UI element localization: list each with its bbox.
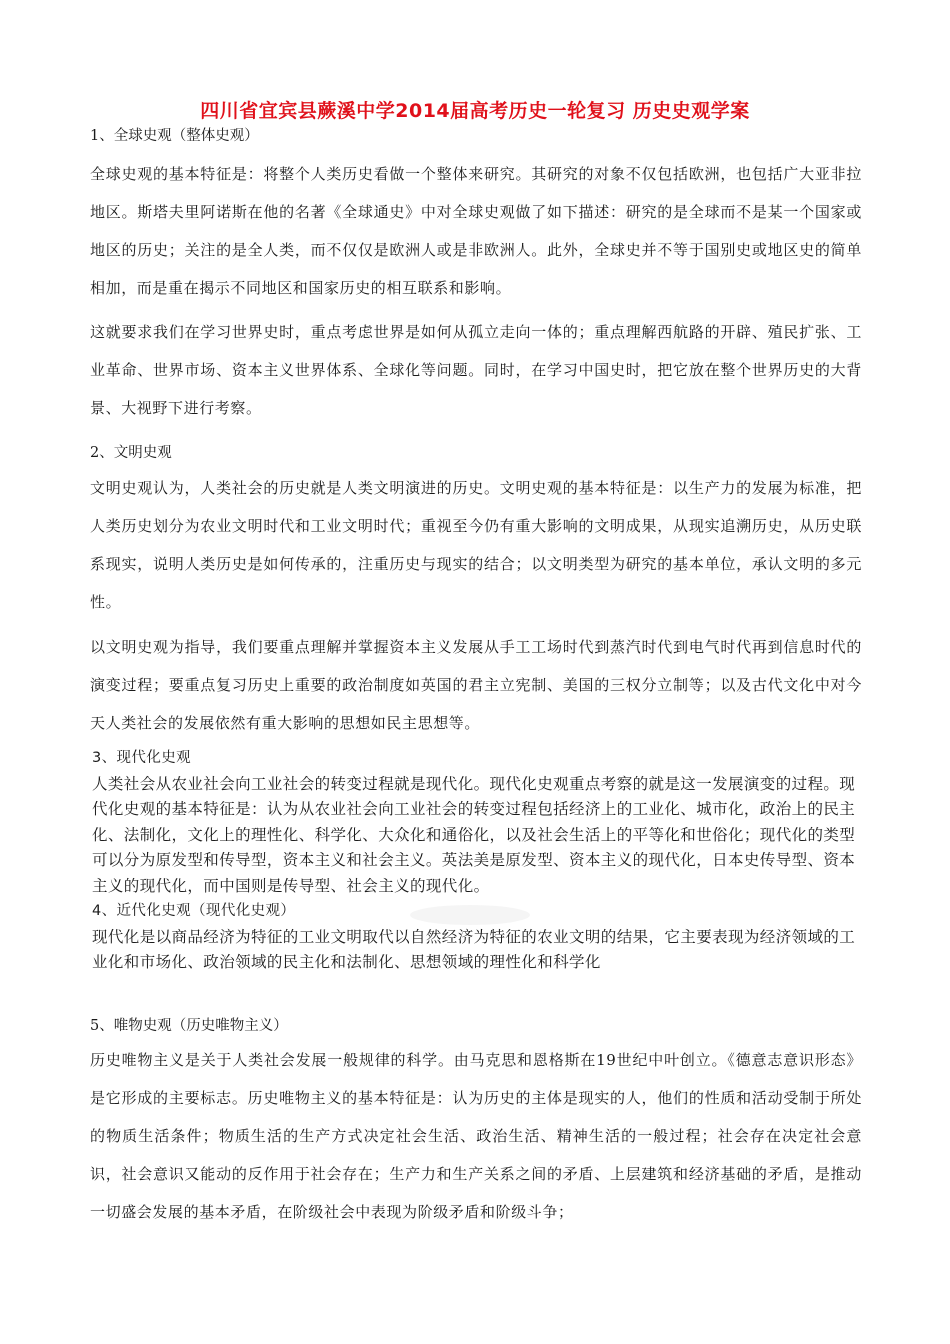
- section-3-paragraph-1: 人类社会从农业社会向工业社会的转变过程就是现代化。现代化史观重点考察的就是这一发展演变的过程。现代化史观的基本特征是：认为从农业社会向工业社会的转变过程包括经济上的工业化、城市化，政治上的民主化、法制化，文化上的理性化、科学化、大众化和通俗化，以及社会生活上的平等化和世俗化；现代化的类型可以分为原发型和传导型，资本主义和社会主义。英法美是原发型、资本主义的现代化，日本史传导型、资本主义的现代化，而中国则是传导型、社会主义的现代化。: [92, 774, 856, 895]
- section-2-paragraph-1: 文明史观认为，人类社会的历史就是人类文明演进的历史。文明史观的基本特征是：以生产力的发展为标准，把人类历史划分为农业文明时代和工业文明时代；重视至今仍有重大影响的文明成果，从现实追溯历史，从历史联系现实，说明人类历史是如何传承的，注重历史与现实的结合；以文明类型为研究的基本单位，承认文明的多元性。: [90, 479, 862, 611]
- page-title: 四川省宜宾县蕨溪中学2014届高考历史一轮复习 历史史观学案: [200, 100, 750, 122]
- faint-watermark-icon: [400, 900, 540, 930]
- section-3-heading: 3、现代化史观: [92, 750, 192, 766]
- section-2-paragraph-2: 以文明史观为指导，我们要重点理解并掌握资本主义发展从手工工场时代到蒸汽时代到电气时代再到信息时代的演变过程；要重点复习历史上重要的政治制度如英国的君主立宪制、美国的三权分立制等；以及古代文化中对今天人类社会的发展依然有重大影响的思想如民主思想等。: [90, 638, 862, 732]
- section-4-heading: 4、近代化史观（现代化史观）: [92, 903, 296, 919]
- section-5-heading: 5、唯物史观（历史唯物主义）: [90, 1018, 288, 1034]
- scanned-insert: [92, 746, 868, 976]
- section-1-heading: 1、全球史观（整体史观）: [90, 128, 259, 144]
- section-5-paragraph-1: 历史唯物主义是关于人类社会发展一般规律的科学。由马克思和恩格斯在19世纪中叶创立。《德意志意识形态》是它形成的主要标志。历史唯物主义的基本特征是：认为历史的主体是现实的人，他们的性质和活动受制于所处的物质生活条件；物质生活的生产方式决定社会生活、政治生活、精神生活的一般过程；社会存在决定社会意识，社会意识又能动的反作用于社会存在；生产力和生产关系之间的矛盾、上层建筑和经济基础的矛盾，是推动一切盛会发展的基本矛盾，在阶级社会中表现为阶级矛盾和阶级斗争；: [90, 1051, 862, 1221]
- section-4-paragraph-1: 现代化是以商品经济为特征的工业文明取代以自然经济为特征的农业文明的结果，它主要表现为经济领域的工业化和市场化、政治领域的民主化和法制化、思想领域的理性化和科学化: [92, 927, 856, 971]
- section-2-heading: 2、文明史观: [90, 445, 172, 461]
- section-1-paragraph-1: 全球史观的基本特征是：将整个人类历史看做一个整体来研究。其研究的对象不仅包括欧洲，也包括广大亚非拉地区。斯塔夫里阿诺斯在他的名著《全球通史》中对全球史观做了如下描述：研究的是全球而不是某一个国家或地区的历史；关注的是全人类，而不仅仅是欧洲人或是非欧洲人。此外，全球史并不等于国别史或地区史的简单相加，而是重在揭示不同地区和国家历史的相互联系和影响。: [90, 165, 862, 297]
- section-1-paragraph-2: 这就要求我们在学习世界史时，重点考虑世界是如何从孤立走向一体的；重点理解西航路的开辟、殖民扩张、工业革命、世界市场、资本主义世界体系、全球化等问题。同时，在学习中国史时，把它放在整个世界历史的大背景、大视野下进行考察。: [90, 323, 862, 417]
